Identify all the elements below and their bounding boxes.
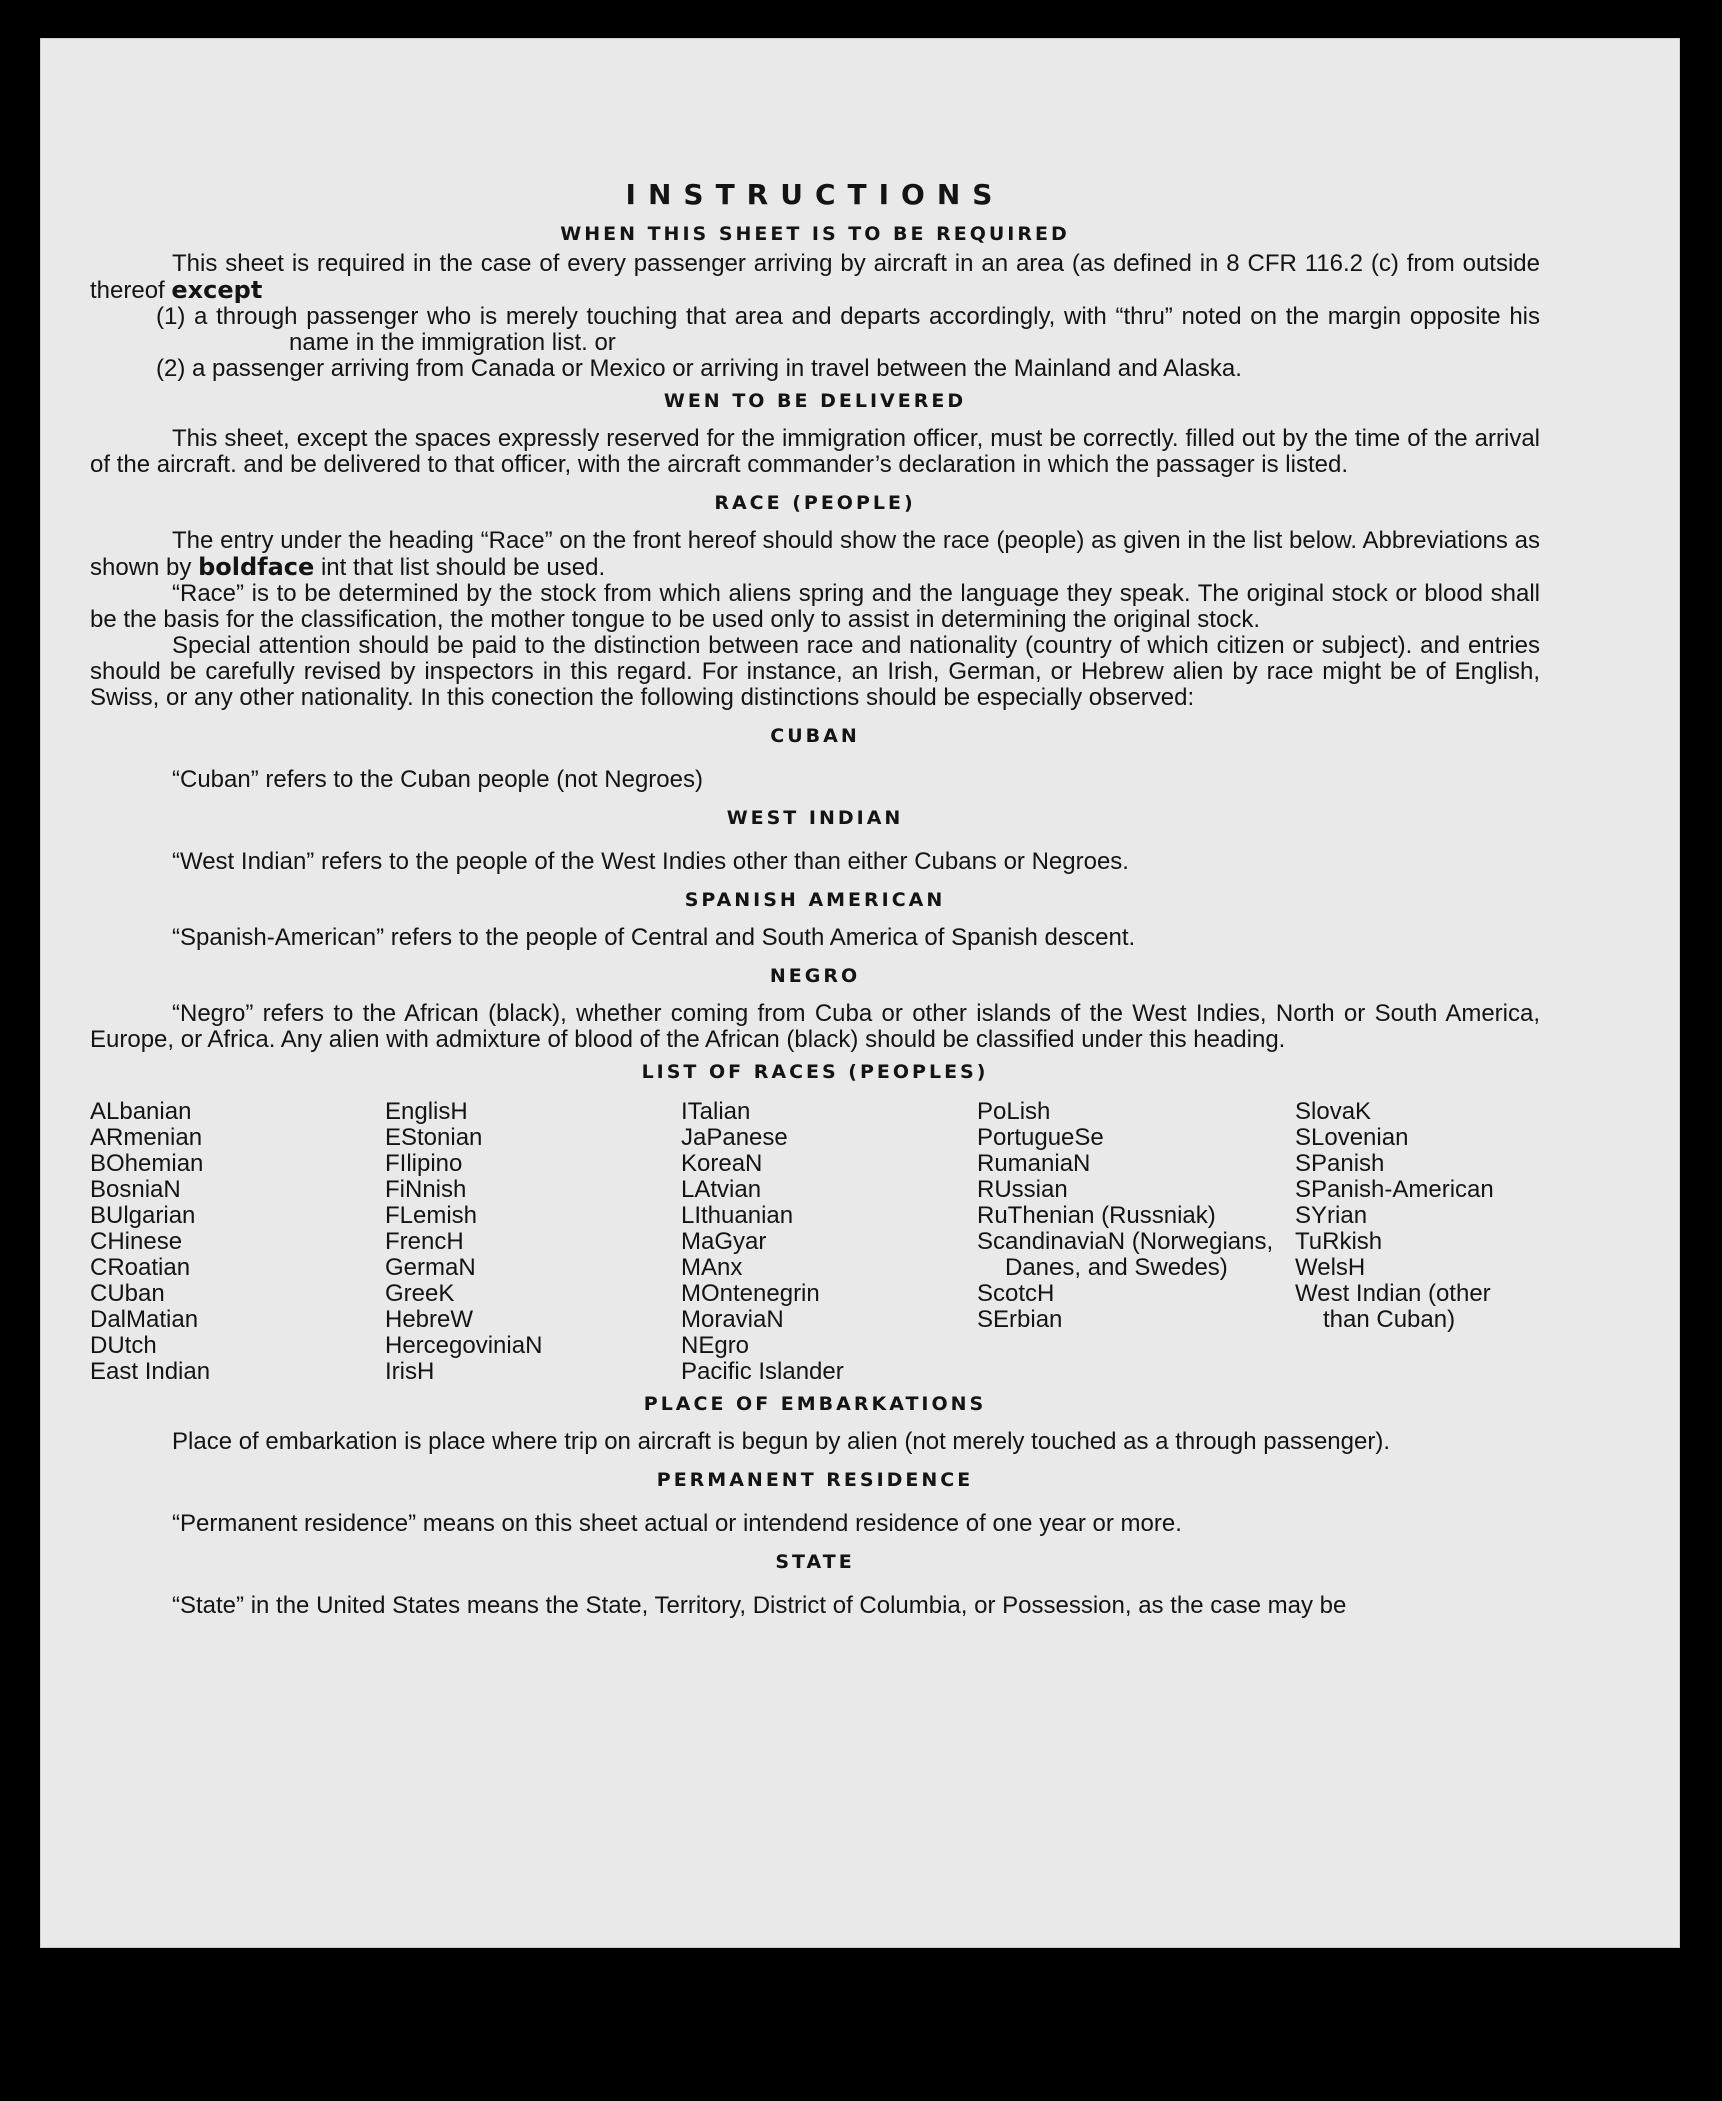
race-item: JaPanese bbox=[681, 1124, 788, 1151]
race-item: ARmenian bbox=[90, 1124, 203, 1151]
delivered-text: This sheet, except the spaces expressly reserved for the immigration officer, must be correctly. filled out by the time of the arrival of the aircraft. and be delivered to that officer, with the aircraft commander’s declaration in which the passager is listed. bbox=[90, 425, 1540, 478]
race-item: PoLish bbox=[977, 1098, 1051, 1125]
race-item: EnglisH bbox=[385, 1098, 468, 1125]
heading-delivered: WEN TO BE DELIVERED bbox=[663, 390, 967, 412]
race-item: RuThenian (Russniak) bbox=[977, 1202, 1216, 1229]
races-column-4 bbox=[977, 1099, 1295, 1385]
race-item: RUssian bbox=[977, 1176, 1068, 1203]
state-text: “State” in the United States means the State, Territory, District of Columbia, or Possession, as the case may be bbox=[172, 1592, 1347, 1619]
race-item: GermaN bbox=[385, 1254, 476, 1281]
embarkation-text: Place of embarkation is place where trip on aircraft is begun by alien (not merely touched as a through passenger). bbox=[172, 1428, 1390, 1455]
races-column-3 bbox=[681, 1099, 977, 1385]
race-item: BosniaN bbox=[90, 1176, 181, 1203]
race-item: CRoatian bbox=[90, 1254, 191, 1281]
race-item: Pacific Islander bbox=[681, 1358, 844, 1385]
race-item: ALbanian bbox=[90, 1098, 192, 1125]
heading-spanish-american: SPANISH AMERICAN bbox=[684, 889, 946, 911]
race-paragraph-2: “Race” is to be determined by the stock from which aliens spring and the language they speak. The original stock or blood shall be the basis for the classification, the mother tongue to be used only to assist in determining the original stock. bbox=[90, 580, 1540, 633]
race-item: SPanish-American bbox=[1295, 1176, 1494, 1203]
heading-state: STATE bbox=[775, 1551, 855, 1573]
races-column-5 bbox=[1295, 1099, 1540, 1385]
race-item: KoreaN bbox=[681, 1150, 763, 1177]
race-item: SErbian bbox=[977, 1306, 1063, 1333]
races-column-1 bbox=[90, 1099, 385, 1385]
heading-race: RACE (PEOPLE) bbox=[714, 492, 916, 514]
races-column-2 bbox=[385, 1099, 681, 1385]
race-item: DUtch bbox=[90, 1332, 157, 1359]
heading-list-of-races: LIST OF RACES (PEOPLES) bbox=[641, 1061, 989, 1083]
race-paragraph-1: The entry under the heading “Race” on the front hereof should show the race (people) as given in the list below. Abbreviations as shown by boldface int that list should be used. bbox=[90, 527, 1540, 581]
race-item: BOhemian bbox=[90, 1150, 204, 1177]
race-item: CUban bbox=[90, 1280, 165, 1307]
race-item: HebreW bbox=[385, 1306, 474, 1333]
races-list bbox=[90, 1099, 1540, 1385]
race-item: HercegoviniaN bbox=[385, 1332, 543, 1359]
race-item: ITalian bbox=[681, 1098, 751, 1125]
race-item: SPanish bbox=[1295, 1150, 1385, 1177]
required-item-1: (1) a through passenger who is merely touching that area and departs accordingly, with “thru” noted on the margin opposite his name in the immigration list. or bbox=[156, 303, 1540, 356]
race-item: DalMatian bbox=[90, 1306, 199, 1333]
race-item: West Indian (other than Cuban) bbox=[1295, 1280, 1491, 1333]
heading-cuban: CUBAN bbox=[770, 725, 860, 747]
west-indian-text: “West Indian” refers to the people of the West Indies other than either Cubans or Negroes. bbox=[172, 848, 1129, 875]
cuban-text: “Cuban” refers to the Cuban people (not Negroes) bbox=[172, 766, 703, 793]
document-sheet bbox=[40, 38, 1680, 1948]
race-item: SlovaK bbox=[1295, 1098, 1372, 1125]
negro-text: “Negro” refers to the African (black), whether coming from Cuba or other islands of the West Indies, North or South America, Europe, or Africa. Any alien with admixture of blood of the African (black) should be classified under this heading. bbox=[90, 1000, 1540, 1053]
document-content bbox=[90, 178, 1540, 1619]
race-item: SYrian bbox=[1295, 1202, 1368, 1229]
race-item: TuRkish bbox=[1295, 1228, 1383, 1255]
race-item: FiNnish bbox=[385, 1176, 467, 1203]
heading-negro: NEGRO bbox=[769, 965, 861, 987]
race-item: NEgro bbox=[681, 1332, 750, 1359]
spanish-american-text: “Spanish-American” refers to the people of Central and South America of Spanish descent. bbox=[172, 924, 1136, 951]
race-item: FIlipino bbox=[385, 1150, 463, 1177]
race-item: CHinese bbox=[90, 1228, 183, 1255]
race-item: WelsH bbox=[1295, 1254, 1366, 1281]
race-item: LIthuanian bbox=[681, 1202, 794, 1229]
race-item: PortugueSe bbox=[977, 1124, 1104, 1151]
heading-west-indian: WEST INDIAN bbox=[726, 807, 904, 829]
required-intro: This sheet is required in the case of every passenger arriving by aircraft in an area (as defined in 8 CFR 116.2 (c) from outside thereof except bbox=[90, 250, 1540, 304]
race-paragraph-3: Special attention should be paid to the distinction between race and nationality (country of which citizen or subject). and entries should be carefully revised by inspectors in this regard. For instance, an Irish, German, or Hebrew alien by race might be of English, Swiss, or any other nationality. In this conection the following distinctions should be especially observed: bbox=[90, 632, 1540, 711]
race-item: FrencH bbox=[385, 1228, 464, 1255]
race-item: MoraviaN bbox=[681, 1306, 784, 1333]
race-item: MAnx bbox=[681, 1254, 743, 1281]
race-item: ScandinaviaN (Norwegians, Danes, and Swedes) bbox=[977, 1228, 1274, 1281]
race-item: EStonian bbox=[385, 1124, 483, 1151]
race-item: RumaniaN bbox=[977, 1150, 1091, 1177]
race-item: LAtvian bbox=[681, 1176, 762, 1203]
heading-permanent-residence: PERMANENT RESIDENCE bbox=[656, 1469, 974, 1491]
residence-text: “Permanent residence” means on this sheet actual or intendend residence of one year or more. bbox=[172, 1510, 1182, 1537]
except-word: except bbox=[171, 276, 263, 304]
race-item: MOntenegrin bbox=[681, 1280, 820, 1307]
race-item: SLovenian bbox=[1295, 1124, 1409, 1151]
race-item: GreeK bbox=[385, 1280, 455, 1307]
heading-required: WHEN THIS SHEET IS TO BE REQUIRED bbox=[560, 223, 1070, 245]
race-item: BUlgarian bbox=[90, 1202, 196, 1229]
boldface-word: boldface bbox=[198, 553, 315, 581]
heading-embarkation: PLACE OF EMBARKATIONS bbox=[643, 1393, 987, 1415]
race-item: IrisH bbox=[385, 1358, 435, 1385]
race-item: FLemish bbox=[385, 1202, 478, 1229]
race-item: MaGyar bbox=[681, 1228, 767, 1255]
required-item-2: (2) a passenger arriving from Canada or Mexico or arriving in travel between the Mainland and Alaska. bbox=[156, 355, 1242, 382]
race-item: ScotcH bbox=[977, 1280, 1055, 1307]
page-title: INSTRUCTIONS bbox=[625, 178, 1005, 211]
race-item: East Indian bbox=[90, 1358, 211, 1385]
